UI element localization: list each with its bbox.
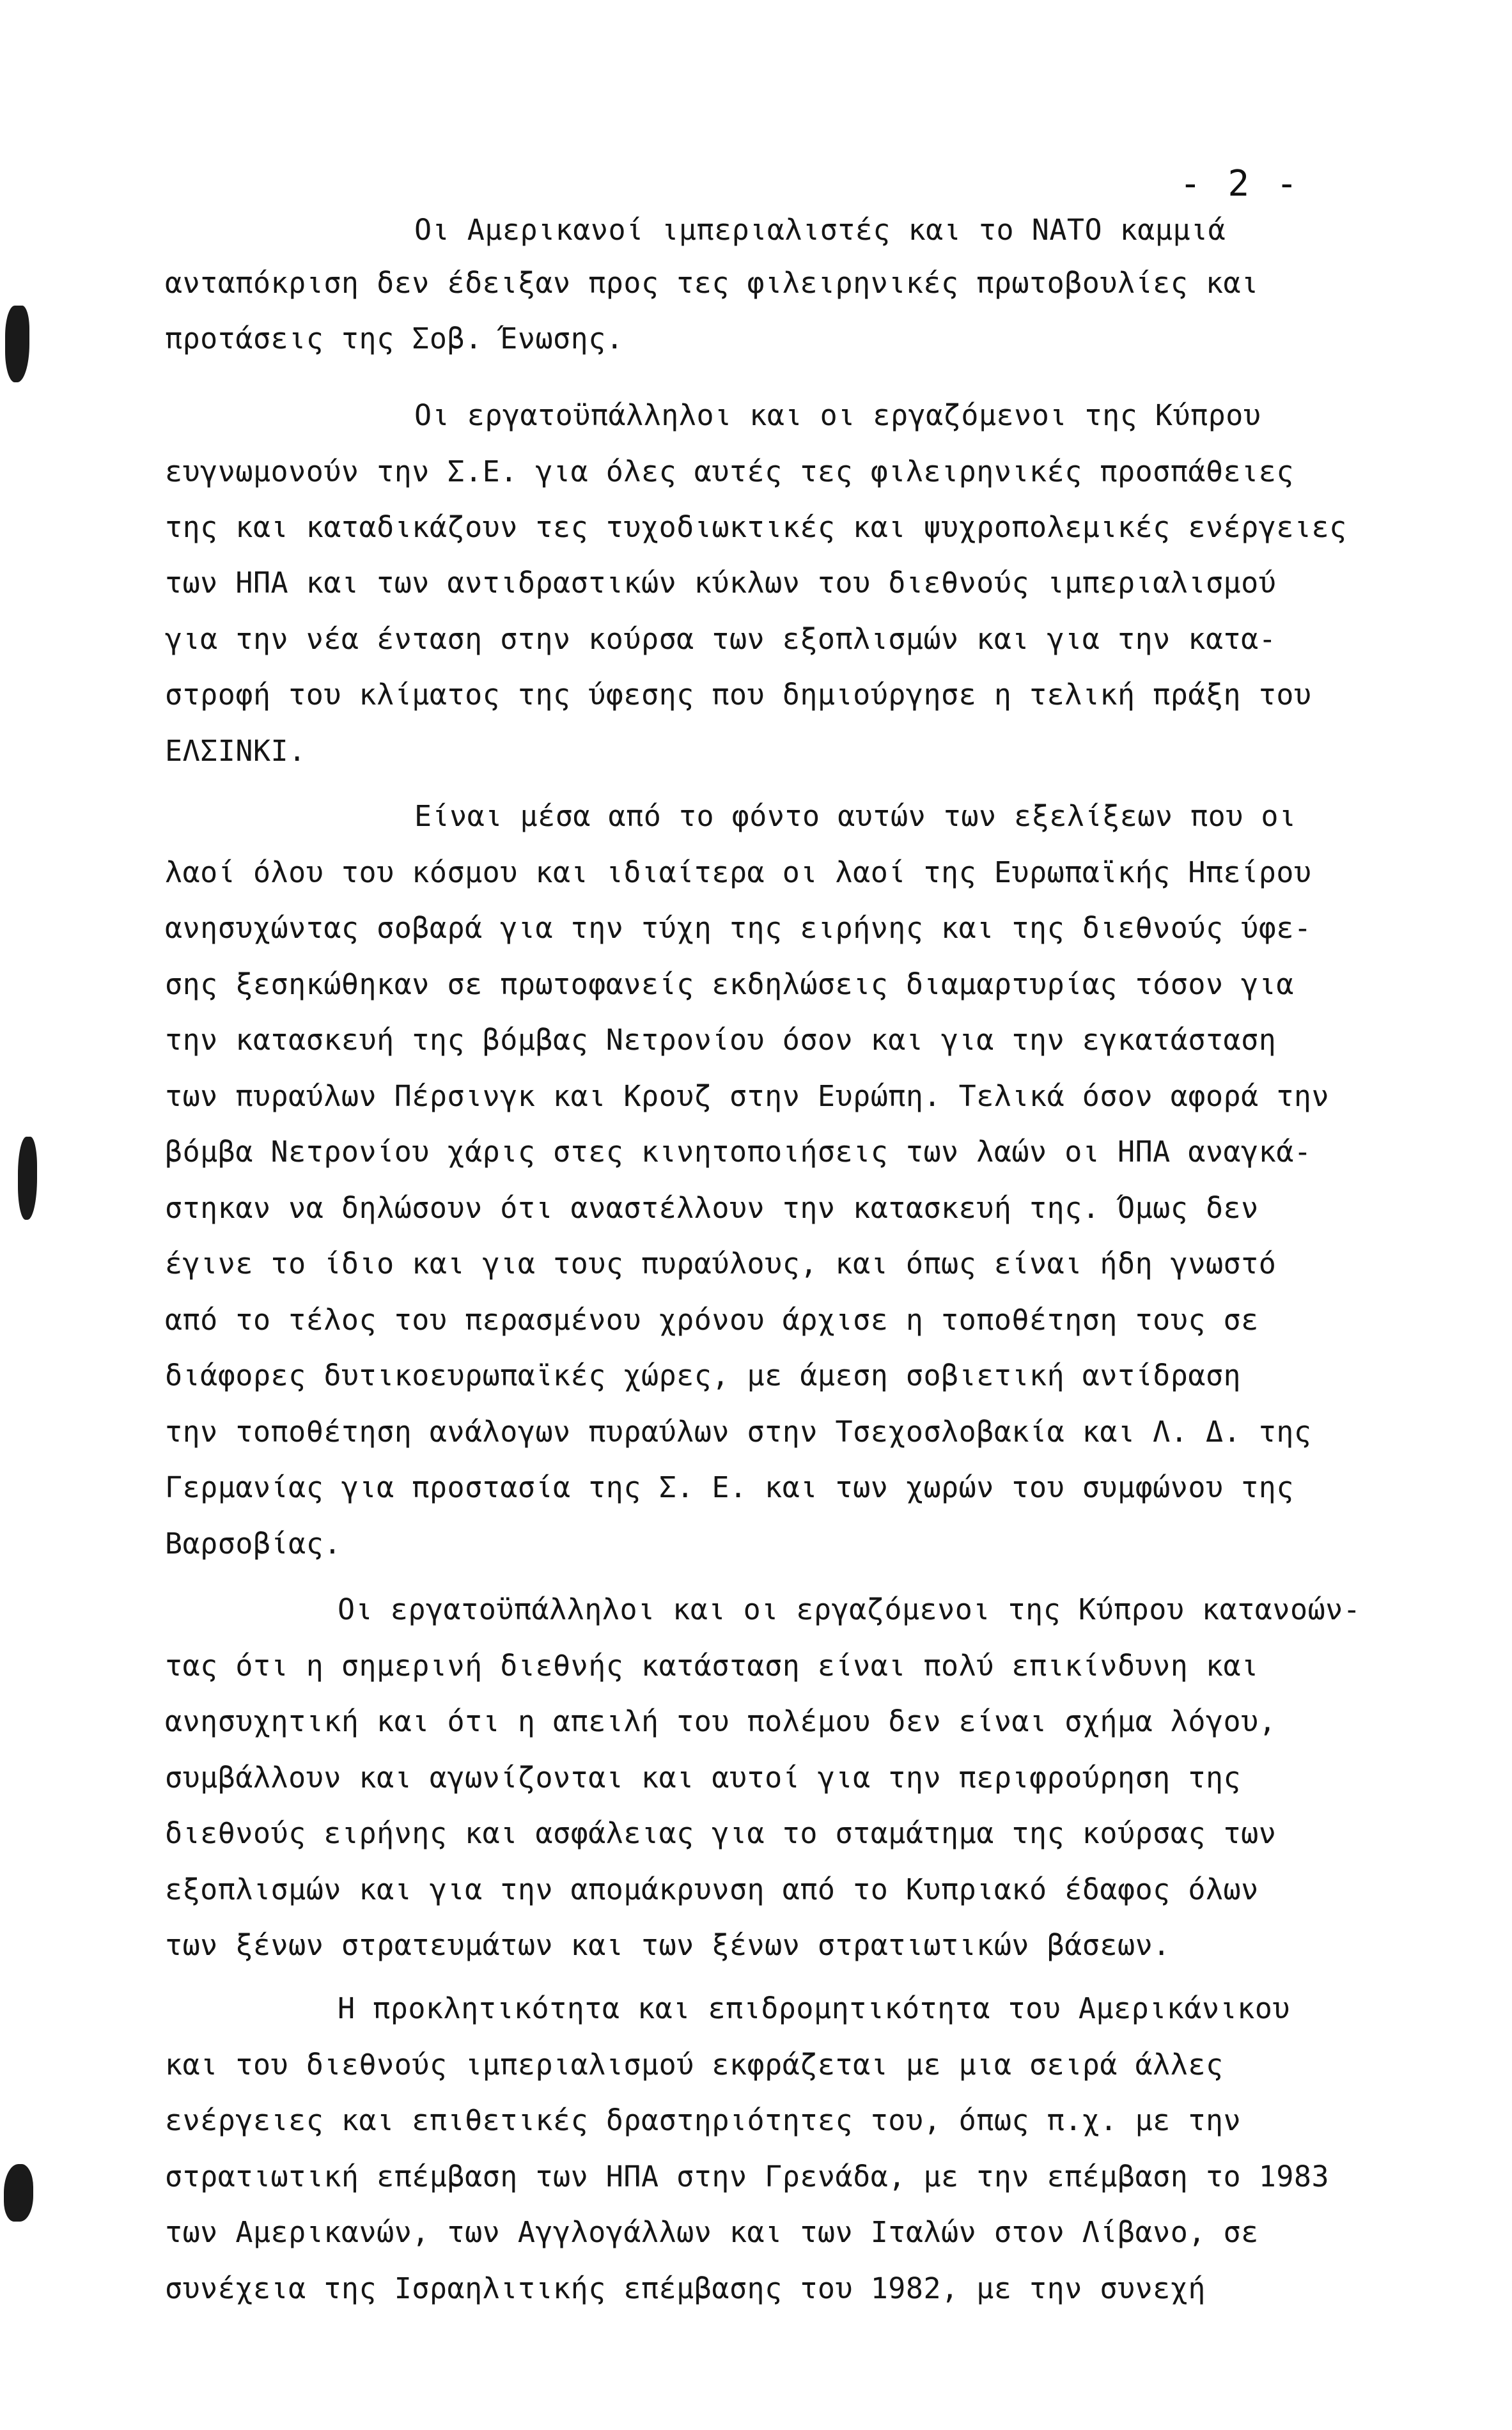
text-line: των πυραύλων Πέρσινγκ και Κρουζ στην Ευρώπη. Τελικά όσον αφορά την bbox=[165, 1079, 1330, 1113]
text-line: Γερμανίας για προστασία της Σ. Ε. και των χωρών του συμφώνου της bbox=[165, 1470, 1294, 1504]
text-line: ανταπόκριση δεν έδειξαν προς τες φιλειρηνικές πρωτοβουλίες και bbox=[165, 266, 1259, 300]
text-line: τας ότι η σημερινή διεθνής κατάσταση είναι πολύ επικίνδυνη και bbox=[165, 1649, 1259, 1683]
text-line: Οι εργατοϋπάλληλοι και οι εργαζόμενοι της Κύπρου bbox=[414, 398, 1261, 432]
text-line: συνέχεια της Ισραηλιτικής επέμβασης του 1982, με την συνεχή bbox=[165, 2271, 1206, 2305]
margin-mark bbox=[5, 306, 29, 382]
text-line: των ΗΠΑ και των αντιδραστικών κύκλων του διεθνούς ιμπεριαλισμού bbox=[165, 566, 1277, 600]
text-line: εξοπλισμών και για την απομάκρυνση από το Κυπριακό έδαφος όλων bbox=[165, 1873, 1259, 1906]
text-line: για την νέα ένταση στην κούρσα των εξοπλισμών και για την κατα- bbox=[165, 622, 1277, 656]
text-line: στρατιωτική επέμβαση των ΗΠΑ στην Γρενάδα, με την επέμβαση το 1983 bbox=[165, 2160, 1330, 2193]
margin-mark bbox=[18, 1137, 37, 1220]
text-line: στηκαν να δηλώσουν ότι αναστέλλουν την κατασκευή της. Όμως δεν bbox=[165, 1191, 1259, 1225]
text-line: ενέργειες και επιθετικές δραστηριότητες του, όπως π.χ. με την bbox=[165, 2103, 1242, 2137]
text-line: την τοποθέτηση ανάλογων πυραύλων στην Τσεχοσλοβακία και Λ. Δ. της bbox=[165, 1415, 1312, 1449]
text-line: των ξένων στρατευμάτων και των ξένων στρατιωτικών βάσεων. bbox=[165, 1928, 1171, 1962]
text-line: ευγνωμονούν την Σ.Ε. για όλες αυτές τες φιλειρηνικές προσπάθειες bbox=[165, 455, 1294, 488]
text-line: Οι Αμερικανοί ιμπεριαλιστές και το ΝΑΤΟ καμμιά bbox=[414, 213, 1226, 247]
text-line: έγινε το ίδιο και για τους πυραύλους, και όπως είναι ήδη γνωστό bbox=[165, 1247, 1277, 1281]
text-line: και του διεθνούς ιμπεριαλισμού εκφράζεται με μια σειρά άλλες bbox=[165, 2048, 1224, 2082]
text-line: προτάσεις της Σοβ. Ένωσης. bbox=[165, 322, 624, 355]
text-line: την κατασκευή της βόμβας Νετρονίου όσον και για την εγκατάσταση bbox=[165, 1023, 1277, 1057]
text-line: στροφή του κλίματος της ύφεσης που δημιούργησε η τελική πράξη του bbox=[165, 678, 1312, 712]
text-line: διάφορες δυτικοευρωπαϊκές χώρες, με άμεση σοβιετική αντίδραση bbox=[165, 1359, 1242, 1392]
text-line: Είναι μέσα από το φόντο αυτών των εξελίξεων που οι bbox=[414, 799, 1297, 833]
text-line: ΕΛΣΙΝΚΙ. bbox=[165, 734, 306, 768]
text-line: ανησυχώντας σοβαρά για την τύχη της ειρήνης και της διεθνούς ύφε- bbox=[165, 911, 1312, 945]
text-line: της και καταδικάζουν τες τυχοδιωκτικές και ψυχροπολεμικές ενέργειες bbox=[165, 510, 1347, 544]
text-line: σης ξεσηκώθηκαν σε πρωτοφανείς εκδηλώσεις διαμαρτυρίας τόσον για bbox=[165, 967, 1294, 1001]
text-line: των Αμερικανών, των Αγγλογάλλων και των Ιταλών στον Λίβανο, σε bbox=[165, 2215, 1259, 2249]
text-line: από το τέλος του περασμένου χρόνου άρχισε η τοποθέτηση τους σε bbox=[165, 1303, 1259, 1337]
page-number: - 2 - bbox=[1180, 163, 1300, 205]
text-line: Οι εργατοϋπάλληλοι και οι εργαζόμενοι της Κύπρου κατανοών- bbox=[338, 1593, 1361, 1626]
text-line: Η προκλητικότητα και επιδρομητικότητα του Αμερικάνικου bbox=[338, 1991, 1290, 2025]
text-line: βόμβα Νετρονίου χάρις στες κινητοποιήσεις των λαών οι ΗΠΑ αναγκά- bbox=[165, 1135, 1312, 1169]
text-line: λαοί όλου του κόσμου και ιδιαίτερα οι λαοί της Ευρωπαϊκής Ηπείρου bbox=[165, 855, 1312, 889]
text-line: διεθνούς ειρήνης και ασφάλειας για το σταμάτημα της κούρσας των bbox=[165, 1816, 1277, 1850]
text-line: συμβάλλουν και αγωνίζονται και αυτοί για την περιφρούρηση της bbox=[165, 1761, 1242, 1795]
text-line: Βαρσοβίας. bbox=[165, 1527, 341, 1561]
text-line: ανησυχητική και ότι η απειλή του πολέμου δεν είναι σχήμα λόγου, bbox=[165, 1704, 1277, 1738]
margin-mark bbox=[4, 2164, 33, 2222]
